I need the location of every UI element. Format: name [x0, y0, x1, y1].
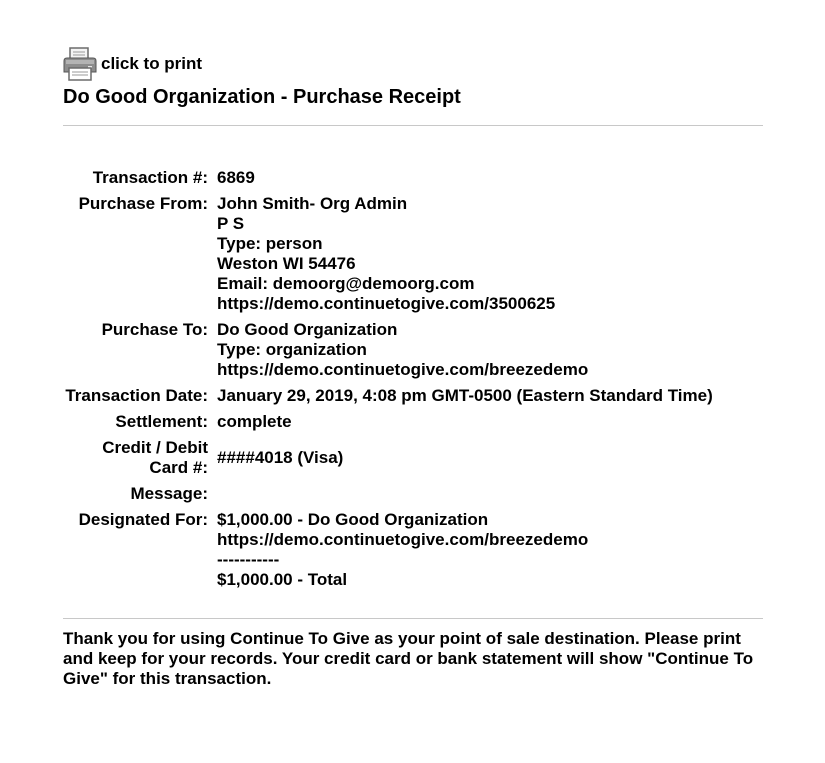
transaction-number-label: Transaction #:	[92, 168, 208, 187]
row-purchase-from	[63, 194, 763, 320]
purchase-from-url: https://demo.continuetogive.com/3500625	[217, 294, 556, 313]
purchase-from-location: Weston WI 54476	[217, 254, 356, 273]
card-label: Credit / Debit Card #:	[102, 438, 208, 477]
bottom-divider	[63, 618, 763, 619]
settlement-label: Settlement:	[115, 412, 208, 431]
footer-note: Thank you for using Continue To Give as your point of sale destination. Please print and keep for your records. Your credit card or bank statement will show "Continue To Give" for this transaction.	[63, 629, 754, 688]
designated-for-label: Designated For:	[78, 510, 208, 529]
settlement-value: complete	[217, 412, 292, 431]
printer-icon	[62, 47, 98, 81]
designated-separator: -----------	[217, 550, 280, 569]
row-message	[63, 484, 763, 510]
message-label: Message:	[130, 484, 208, 503]
transaction-number-value: 6869	[217, 168, 255, 187]
designated-amount: $1,000.00 - Do Good Organization	[217, 510, 489, 529]
purchase-from-name: John Smith- Org Admin	[217, 194, 408, 213]
purchase-from-type: Type: person	[217, 234, 323, 253]
purchase-to-value	[217, 320, 763, 386]
purchase-to-label: Purchase To:	[101, 320, 208, 339]
designated-url: https://demo.continuetogive.com/breezedemo	[217, 530, 589, 549]
row-transaction-number	[63, 168, 763, 194]
purchase-to-url: https://demo.continuetogive.com/breezedemo	[217, 360, 589, 379]
row-purchase-to	[63, 320, 763, 386]
designated-for-value	[217, 510, 763, 590]
purchase-from-value	[217, 194, 763, 320]
row-transaction-date	[63, 386, 763, 412]
transaction-date-value: January 29, 2019, 4:08 pm GMT-0500 (Eastern Standard Time)	[217, 386, 713, 405]
designated-total: $1,000.00 - Total	[217, 570, 348, 589]
row-card	[63, 438, 763, 484]
row-designated-for	[63, 510, 763, 590]
transaction-date-label: Transaction Date:	[65, 386, 208, 405]
purchase-to-name: Do Good Organization	[217, 320, 398, 339]
page-title: Do Good Organization - Purchase Receipt	[63, 86, 461, 108]
purchase-from-email: Email: demoorg@demoorg.com	[217, 274, 475, 293]
receipt-details	[63, 168, 763, 590]
purchase-from-initials: P S	[217, 214, 245, 233]
purchase-to-type: Type: organization	[217, 340, 367, 359]
print-link[interactable]	[62, 47, 202, 81]
row-settlement	[63, 412, 763, 438]
top-divider	[63, 125, 763, 126]
print-label[interactable]: click to print	[101, 54, 203, 73]
purchase-from-label: Purchase From:	[78, 194, 208, 213]
message-value	[217, 484, 763, 510]
card-value: ####4018 (Visa)	[217, 448, 344, 467]
